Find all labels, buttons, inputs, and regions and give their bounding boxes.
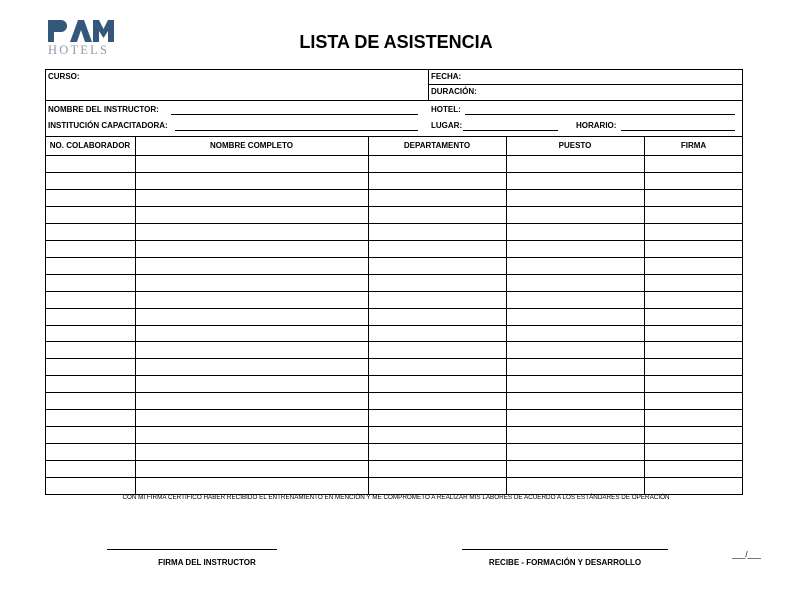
table-row[interactable]	[45, 189, 743, 190]
table-row[interactable]	[45, 375, 743, 376]
lugar-label: LUGAR:	[431, 121, 463, 130]
table-row[interactable]	[45, 426, 743, 427]
table-row[interactable]	[45, 274, 743, 275]
column-header: FIRMA	[680, 141, 707, 150]
table-row[interactable]	[45, 409, 743, 410]
table-row[interactable]	[45, 460, 743, 461]
table-row[interactable]	[45, 257, 743, 258]
table-row[interactable]	[45, 155, 743, 156]
table-row[interactable]	[45, 172, 743, 173]
page-title: LISTA DE ASISTENCIA	[299, 32, 493, 52]
recibe-signature-label: RECIBE - FORMACIÓN Y DESARROLLO	[488, 558, 642, 567]
column-header: PUESTO	[558, 141, 592, 150]
horario-label: HORARIO:	[576, 121, 617, 130]
column-header: NOMBRE COMPLETO	[210, 141, 293, 150]
instructor-signature-label: FIRMA DEL INSTRUCTOR	[158, 558, 256, 567]
table-row[interactable]	[45, 477, 743, 478]
column-header: DEPARTAMENTO	[403, 141, 471, 150]
table-row[interactable]	[45, 240, 743, 241]
attendance-form	[45, 69, 743, 495]
table-row[interactable]	[45, 223, 743, 224]
table-row[interactable]	[45, 341, 743, 342]
institucion-field[interactable]	[175, 130, 418, 131]
table-row[interactable]	[45, 291, 743, 292]
column-header: NO. COLABORADOR	[49, 141, 131, 150]
instructor-label: NOMBRE DEL INSTRUCTOR:	[48, 105, 159, 114]
header-divider	[45, 100, 743, 101]
table-row[interactable]	[45, 358, 743, 359]
lugar-field[interactable]	[463, 130, 558, 131]
recibe-signature-line[interactable]	[462, 549, 668, 550]
table-row[interactable]	[45, 308, 743, 309]
horario-field[interactable]	[621, 130, 735, 131]
header-divider	[428, 84, 743, 85]
table-row[interactable]	[45, 392, 743, 393]
duracion-label: DURACIÓN:	[431, 87, 477, 96]
table-row[interactable]	[45, 325, 743, 326]
instructor-signature-line[interactable]	[107, 549, 277, 550]
header-divider	[45, 136, 743, 137]
certification-text: CON MI FIRMA CERTIFICO HABER RECIBIDO EL ENTRENAMIENTO EN MENCIÓN Y ME COMPROMETO A REALIZAR MIS LABORES DE ACUERDO A LOS ESTÁNDARES DE OPERACIÓN	[122, 494, 670, 501]
fecha-label: FECHA:	[431, 72, 462, 81]
hotel-field[interactable]	[465, 114, 735, 115]
table-row[interactable]	[45, 443, 743, 444]
hotel-label: HOTEL:	[431, 105, 461, 114]
curso-label: CURSO:	[48, 72, 80, 81]
page-number: ___/___	[732, 550, 761, 559]
table-row[interactable]	[45, 206, 743, 207]
logo-text: HOTELS	[48, 43, 110, 57]
institucion-label: INSTITUCIÓN CAPACITADORA:	[48, 121, 168, 130]
instructor-field[interactable]	[171, 114, 418, 115]
